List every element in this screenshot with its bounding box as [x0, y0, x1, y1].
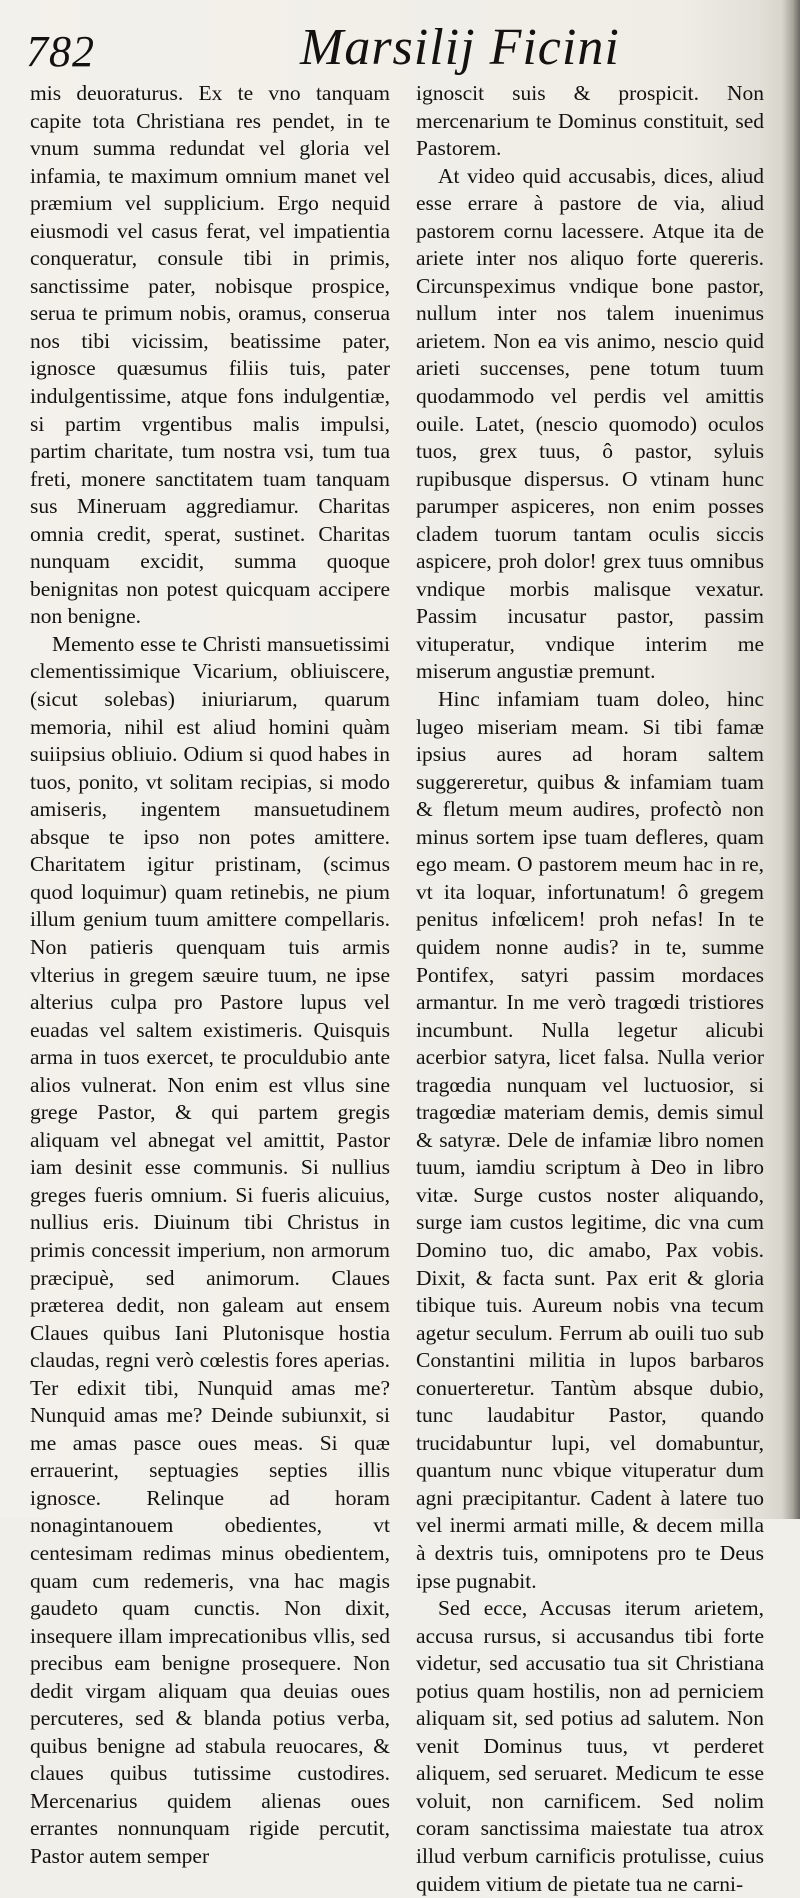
page-number: 782 — [26, 27, 95, 76]
running-head: Marsilij Ficini — [300, 19, 620, 76]
page-binding-shadow — [782, 0, 800, 1519]
left-column — [30, 80, 390, 1868]
paragraph: Memento esse te Christi mansuetissimi clementissimique Vicarium, obliuiscere, (sicut solebas) iniuriarum, quarum memoria, nihil est aliud homini quàm suiipsius obliuio. Odium si quod habes in tuos, ponito, vt solitam recipias, si modo amiseris, ingentem mansuetudinem absque te ipso non potes amittere. Charitatem igitur pristinam, (scimus quod loquimur) quam retinebis, ne pium illum genium tuum amittere compellaris. Non patieris quenquam tuis armis vlterius in gregem sæuire tuum, ne ipse alterius culpa pro Pastore lupus vel euadas vel saltem existimeris. Quisquis arma in tuos exercet, te proculdubio ante alios vulnerat. Non enim est vllus sine grege Pastor, & qui partem gregis aliquam vel abnegat vel amittit, Pastor iam desinit esse communis. Si nullius greges fueris omnium. Si fueris alicuius, nullius eris. Diuinum tibi Christus in primis concessit imperium, non armorum præcipuè, sed animorum. Claues præterea dedit, non galeam aut ensem Claues quibus Iani Plutonisque hostia claudas, regni verò cœlestis fores aperias. Ter edixit tibi, Nunquid amas me? Nunquid amas me? Deinde subiunxit, si me amas pasce oues meas. Si quæ errauerint, septuagies septies illis ignosce. Relinque ad horam nonagintanouem obedientes, vt centesimam redimas minus obedientem, quam cum redemeris, vna hac magis gaudeto quam cunctis. Non dixit, insequere illam imprecationibus vllis, sed precibus eam benigne prosequere. Non dedit virgam aliquam qua deuias oues percuteres, sed & blanda potius verba, quibus benigne ad stabula reuocares, & claues quibus tutissime custodires. Mercenarius quidem alienas oues errantes nonnunquam rigide percutit, Pastor autem semper — [30, 631, 390, 1868]
paragraph: At video quid accusabis, dices, aliud esse errare à pastore de via, aliud pastorem cornu lacessere. Atque ita de ariete inter nos aliquo forte quereris. Circunspeximus vndique bone pastor, nullum inter nos talem inuenimus arietem. Non ea vis animo, nescio quid arieti succenses, pene totum tuum quodammodo vel perdis vel amittis ouile. Latet, (nescio quomodo) oculos tuos, grex tuus, ô pastor, syluis rupibusque dispersus. O vtinam hunc parumper aspiceres, non enim posses cladem tuorum tantam oculis siccis aspicere, proh dolor! grex tuus omnibus vndique morbis malisque vexatur. Passim incusatur pastor, passim vituperatur, vndique interim me miserum angustiæ premunt. — [416, 163, 764, 684]
page-header — [0, 18, 800, 80]
paragraph: Sed ecce, Accusas iterum arietem, accusa rursus, si accusandus tibi forte videtur, sed accusatio tua sit Christiana potius quam hostilis, non ad perniciem aliquam sit, sed potius ad salutem. Non venit Dominus tuus, vt perderet aliquem, sed seruaret. Medicum te esse voluit, non carnificem. Sed nolim coram sanctissima maiestate tua atrox illud verbum carnificis protulisse, cuius quidem vitium de pietate tua ne carni- — [416, 1596, 764, 1896]
right-column — [416, 80, 764, 1896]
paragraph: mis deuoraturus. Ex te vno tanquam capite tota Christiana res pendet, in te vnum summa redundat vel gloria vel infamia, te maximum omnium manet vel præmium vel supplicium. Ergo nequid eiusmodi vel casus ferat, vel impatientia conqueratur, consule tibi in primis, sanctissime pater, nobisque prospice, serua te primum nobis, oramus, conserua nos tibi vicissim, beatissime pater, ignosce quæsumus filiis tuis, pater indulgentissime, atque fons indulgentiæ, si partim vrgentibus malis impulsi, partim charitate, tum nostra vsi, tum tua freti, monere sanctitatem tuam tanquam sus Mineruam aggrediamur. Charitas omnia credit, sperat, sustinet. Charitas nunquam excidit, summa quoque benignitas non potest quicquam accipere non benigne. — [30, 81, 390, 629]
paragraph: Hinc infamiam tuam doleo, hinc lugeo miseriam meam. Si tibi famæ ipsius aures ad horam saltem suggereretur, quibus & infamiam tuam & fletum meum audires, profectò non minus sortem ipse tuam defleres, quam ego meam. O pastorem meum hac in re, vt ita loquar, infortunatum! ô gregem penitus infœlicem! proh nefas! In te quidem nonne audis? in te, summe Pontifex, satyri passim mordaces armantur. In me verò tragœdi tristiores incumbunt. Nulla legetur alicubi acerbior satyra, licet falsa. Nulla verior tragœdia nunquam vel luctuosior, si tragœdiæ materiam demis, demis simul & satyræ. Dele de infamiæ libro nomen tuum, iamdiu scriptum à Deo in libro vitæ. Surge custos noster aliquando, surge iam custos legitime, dic vna cum Domino tuo, dic amabo, Pax vobis. Dixit, & facta sunt. Pax erit & gloria tibique tuis. Aureum nobis vna tecum agetur seculum. Ferrum ab ouili tuo sub Constantini militia in lupos barbaros conuerteretur. Tantùm absque dubio, tunc laudabitur Pastor, quando trucidabuntur lupi, vel domabuntur, quantum nunc vbique vituperatur dum agni præcipitantur. Cadent à latere tuo vel inermi armati mille, & decem milla à dextris tuis, omnipotens pro te Deus ipse pugnabit. — [416, 687, 764, 1593]
paragraph: ignoscit suis & prospicit. Non mercenarium te Dominus constituit, sed Pastorem. — [416, 81, 764, 161]
